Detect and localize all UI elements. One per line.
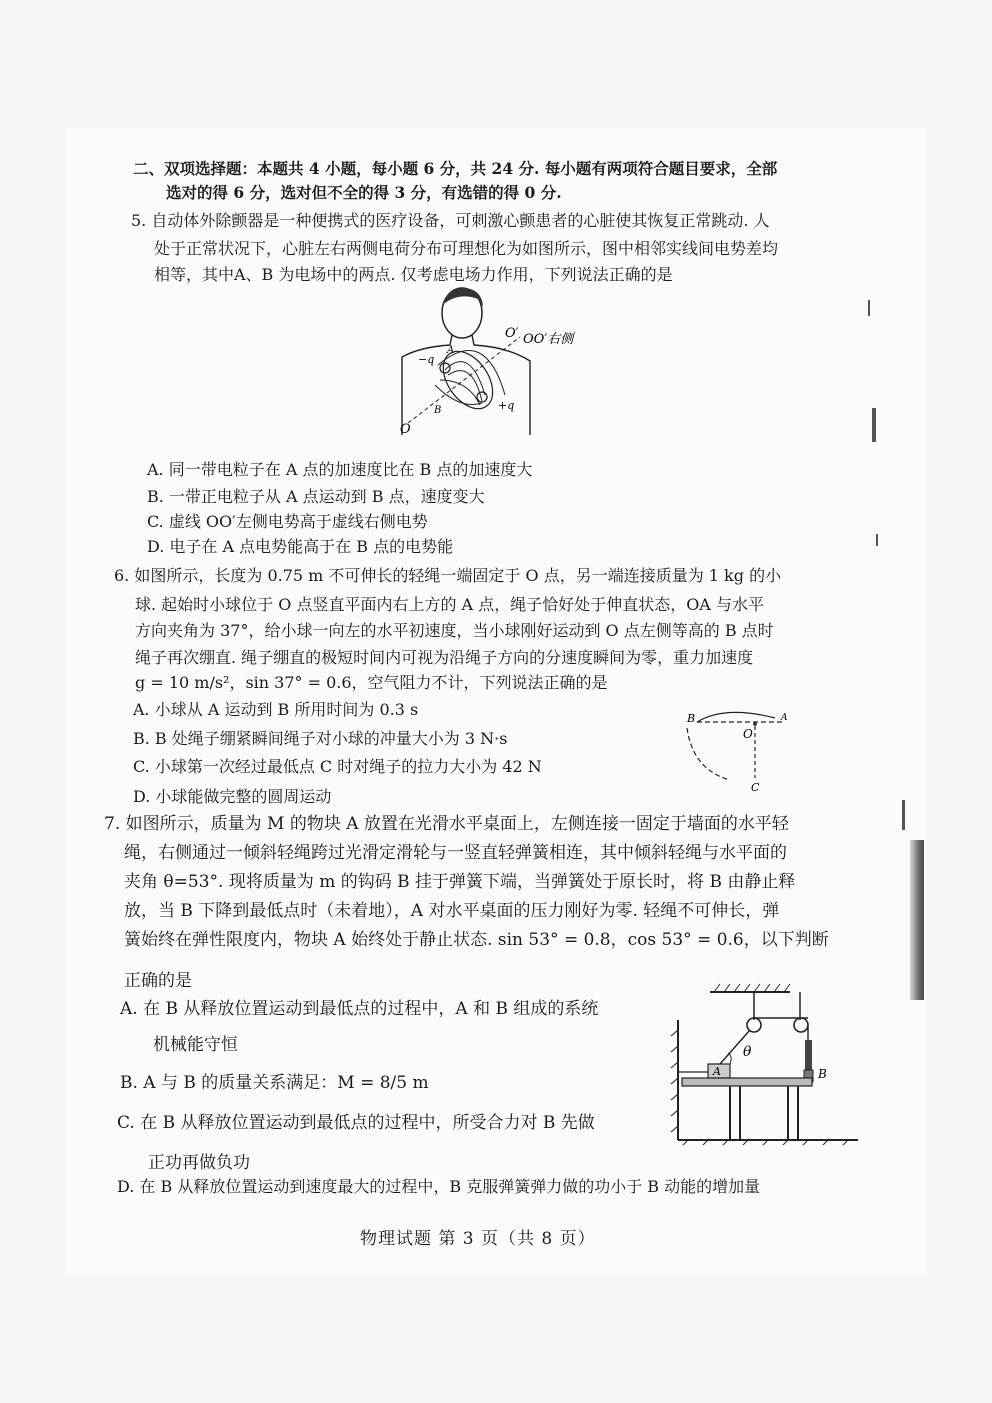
q6-line2: 球. 起始时小球位于 O 点竖直平面内右上方的 A 点，绳子恰好处于伸直状态，OA 与水平: [135, 595, 764, 614]
q7-line4: 放，当 B 下降到最低点时（未着地），A 对水平桌面的压力刚好为零. 轻绳不可伸长，弹: [124, 901, 780, 921]
spring: [805, 1040, 812, 1070]
negative-charge: [440, 363, 450, 373]
q6-option-b: B. B 处绳子绷紧瞬间绳子对小球的冲量大小为 3 N·s: [133, 729, 508, 748]
ceiling-hatch: [714, 984, 790, 992]
pulley-2: [794, 1018, 808, 1032]
q7-option-c-line2: 正功再做负功: [148, 1153, 250, 1173]
label-a: A: [713, 1065, 721, 1078]
q5-option-d: D. 电子在 A 点电势能高于在 B 点的电势能: [147, 537, 454, 556]
point-o: [753, 722, 757, 726]
q5-line3: 相等，其中A、B 为电场中的两点. 仅考虑电场力作用，下列说法正确的是: [154, 265, 673, 284]
q6-line3: 方向夹角为 37°，给小球一向左的水平初速度，当小球刚好运动到 O 点左侧等高的 B 点时: [135, 621, 774, 640]
q7-line5: 簧始终在弹性限度内，物块 A 始终处于静止状态. sin 53° = 0.8，cos 53° = 0.6，以下判断: [124, 930, 829, 950]
q7-line6: 正确的是: [124, 971, 192, 991]
q7-option-b: B. A 与 B 的质量关系满足：M = 8/5 m: [120, 1073, 429, 1093]
section-heading-line1: 二、双项选择题：本题共 4 小题，每小题 6 分，共 24 分. 每小题有两项符合题目要求，全部: [133, 159, 778, 178]
pulley-1: [747, 1018, 761, 1032]
q6-figure-rope: [675, 700, 805, 795]
q6-option-a: A. 小球从 A 运动到 B 所用时间为 0.3 s: [133, 700, 419, 719]
scan-shadow: [910, 840, 924, 1000]
q7-line1: 7. 如图所示，质量为 M 的物块 A 放置在光滑水平桌面上，左侧连接一固定于墙面的水平轻: [104, 814, 789, 834]
q5-figure-heart-field: [390, 285, 600, 440]
scan-mark: [868, 300, 870, 316]
q7-option-d: D. 在 B 从释放位置运动到速度最大的过程中，B 克服弹簧弹力做的功小于 B 动能的增加量: [117, 1177, 761, 1196]
label-oo-right: OO′右侧: [523, 332, 574, 347]
q7-line2: 绳，右侧通过一倾斜轻绳跨过光滑定滑轮与一竖直轻弹簧相连，其中倾斜轻绳与水平面的: [124, 843, 787, 863]
q5-option-a: A. 同一带电粒子在 A 点的加速度比在 B 点的加速度大: [147, 460, 533, 479]
scan-mark: [876, 534, 878, 546]
wall-hatch: [671, 1030, 678, 1132]
q7-option-a-line1: A. 在 B 从释放位置运动到最低点的过程中，A 和 B 组成的系统: [120, 999, 599, 1019]
q7-line3: 夹角 θ=53°. 现将质量为 m 的钩码 B 挂于弹簧下端，当弹簧处于原长时，将 B 由静止释: [124, 872, 796, 892]
q5-line2: 处于正常状况下，心脏左右两侧电荷分布可理想化为如图所示，图中相邻实线间电势差均: [154, 239, 779, 258]
q6-line5: g = 10 m/s²，sin 37° = 0.6，空气阻力不计，下列说法正确的是: [135, 673, 608, 692]
label-b: B: [818, 1067, 827, 1081]
q7-figure-pulley: [668, 980, 863, 1145]
label-o: O: [743, 727, 753, 741]
q5-option-c: C. 虚线 OO′左侧电势高于虚线右侧电势: [147, 512, 428, 531]
scan-mark: [902, 800, 905, 830]
figure-hair: [442, 288, 483, 307]
q6-option-d: D. 小球能做完整的圆周运动: [133, 787, 332, 806]
label-b: B: [434, 405, 442, 416]
page-footer: 物理试题 第 3 页（共 8 页）: [360, 1229, 596, 1249]
section-heading-line2: 选对的得 6 分，选对但不全的得 3 分，有选错的得 0 分.: [166, 183, 562, 202]
label-theta: θ: [743, 1044, 752, 1060]
q7-option-a-line2: 机械能守恒: [153, 1035, 238, 1055]
circle-path: [687, 728, 730, 780]
q6-line4: 绳子再次绷直. 绳子绷直的极短时间内可视为沿绳子方向的分速度瞬间为零，重力加速度: [135, 648, 754, 667]
table-top: [682, 1078, 812, 1086]
figure-shoulders: [402, 335, 530, 435]
label-c: C: [751, 781, 760, 794]
label-pos-charge: +q: [498, 399, 515, 412]
label-o-prime: O′: [505, 326, 519, 341]
q6-line1: 6. 如图所示，长度为 0.75 m 不可伸长的轻绳一端固定于 O 点，另一端连接质量为 1 kg 的小: [114, 566, 782, 585]
q6-option-c: C. 小球第一次经过最低点 C 时对绳子的拉力大小为 42 N: [133, 757, 542, 776]
scan-mark: [872, 408, 876, 442]
label-a: A: [781, 713, 788, 723]
q5-line1: 5. 自动体外除颤器是一种便携式的医疗设备，可刺激心颤患者的心脏使其恢复正常跳动. 人: [131, 211, 770, 230]
q7-option-c-line1: C. 在 B 从释放位置运动到最低点的过程中，所受合力对 B 先做: [117, 1113, 595, 1133]
label-neg-charge: −q: [418, 353, 435, 366]
label-a: A: [447, 345, 455, 356]
projectile-path: [697, 712, 775, 722]
label-b: B: [687, 712, 696, 725]
q5-option-b: B. 一带正电粒子从 A 点运动到 B 点，速度变大: [147, 487, 485, 506]
label-o: O: [400, 422, 411, 437]
